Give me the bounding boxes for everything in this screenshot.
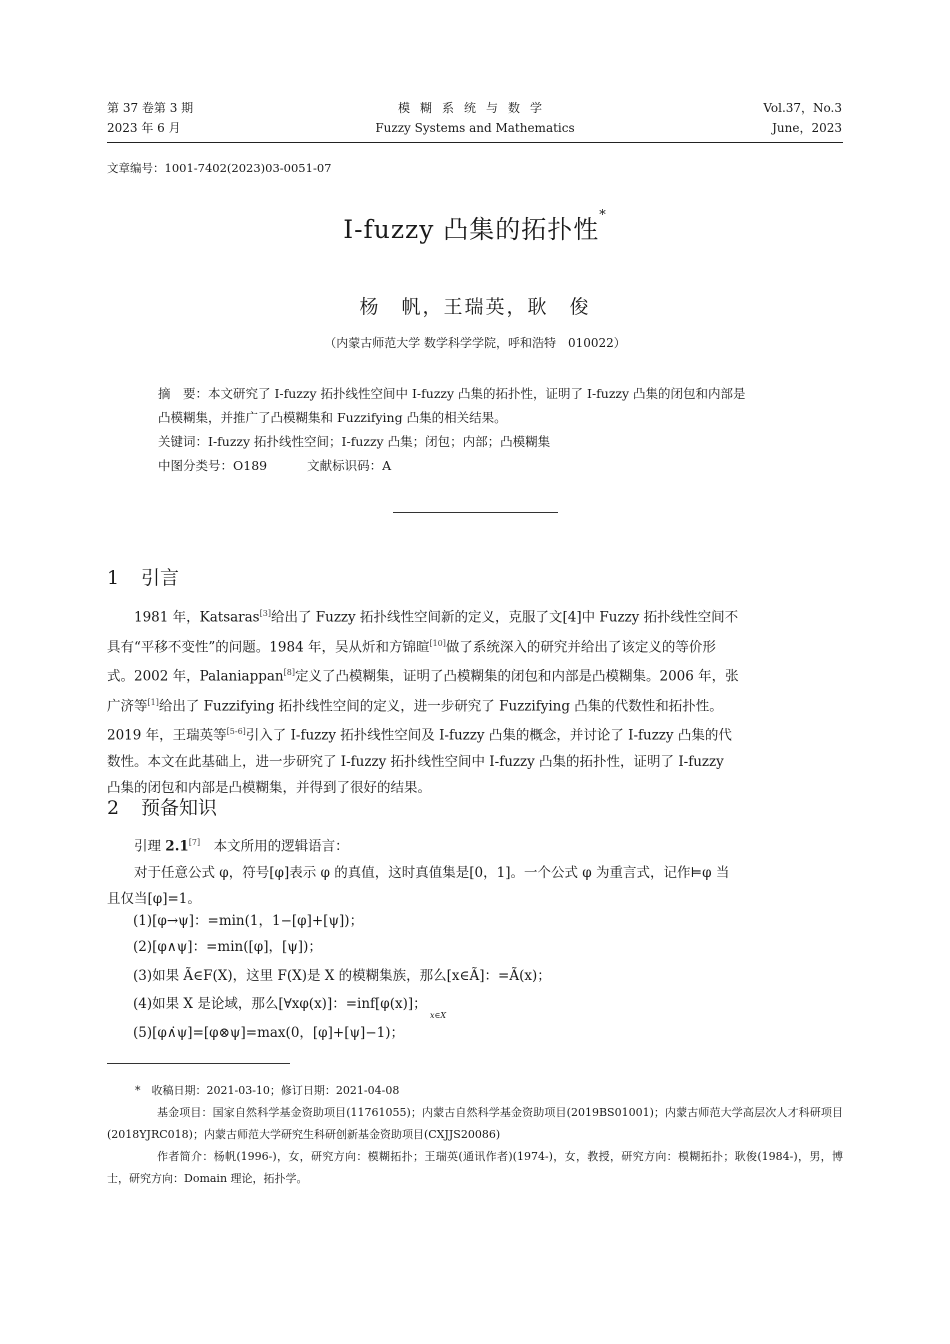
running-header-left	[107, 98, 193, 138]
keywords: 关键词：I-fuzzy 拓扑线性空间；I-fuzzy 凸集；闭包；内部；凸模糊集	[158, 434, 551, 449]
footnote-received: * 收稿日期：2021-03-10；修订日期：2021-04-08	[135, 1084, 400, 1097]
lemma-heading: 引理 2.1[7] 本文所用的逻辑语言：	[134, 838, 349, 855]
abstract-block	[158, 382, 798, 478]
logic-definition-2: (2)[φ∧ψ]：=min([φ]，[ψ])；	[133, 939, 322, 955]
section-number: 2	[107, 797, 120, 819]
volume-issue: 第 37 卷第 3 期	[107, 101, 194, 115]
paragraph-line: 2019 年，王瑞英等[5-6]引入了 I-fuzzy 拓扑线性空间及 I-fuzzy 凸集的概念，并讨论了 I-fuzzy 凸集的代	[107, 727, 732, 744]
section-heading-introduction	[107, 563, 179, 590]
paragraph-line: 广济等[1]给出了 Fuzzifying 拓扑线性空间的定义，进一步研究了 Fuzzifying 凸集的代数性和拓扑性。	[107, 697, 723, 714]
volume-issue-en: Vol.37，No.3	[763, 101, 842, 115]
citation-ref[interactable]: [8]	[283, 668, 295, 677]
clc-number: 中图分类号：O189	[158, 458, 268, 473]
logic-definition-3: (3)如果 Ã∈F(X)，这里 F(X)是 X 的模糊集族，那么[x∈Ã]：=Ã(x)；	[133, 968, 551, 984]
abstract-divider	[393, 512, 558, 513]
abstract-line: 凸模糊集，并推广了凸模糊集和 Fuzzifying 凸集的相关结果。	[158, 410, 507, 425]
running-header-center	[300, 98, 650, 138]
title-text: I-fuzzy 凸集的拓扑性	[343, 215, 600, 244]
title-footnote-mark[interactable]: *	[599, 208, 607, 223]
abstract-line: 摘 要：本文研究了 I-fuzzy 拓扑线性空间中 I-fuzzy 凸集的拓扑性，证明了 I-fuzzy 凸集的闭包和内部是	[158, 386, 746, 401]
citation-ref[interactable]: [10]	[429, 638, 446, 648]
logic-definition-5: (5)[φ∧̇ψ]=[φ⊗ψ]=max(0，[φ]+[ψ]−1)；	[133, 1025, 404, 1041]
footnotes	[107, 1080, 843, 1190]
paragraph-line: 对于任意公式 φ，符号[φ]表示 φ 的真值，这时真值集是[0，1]。一个公式 φ 为重言式，记作⊨φ 当	[134, 864, 730, 881]
citation-ref[interactable]: [1]	[147, 697, 159, 707]
lemma-block	[107, 830, 843, 912]
section-number: 1	[107, 567, 120, 589]
paragraph-line: 数性。本文在此基础上，进一步研究了 I-fuzzy 拓扑线性空间中 I-fuzzy 凸集的拓扑性，证明了 I-fuzzy	[107, 753, 724, 770]
footnote-author-bio: 作者简介：杨帆(1996-)，女，研究方向：模糊拓扑；王瑞英(通讯作者)(1974-)，女，教授，研究方向：模糊拓扑；耿俊(1984-)，男，博士，研究方向：Domain 理论，拓扑学。	[107, 1150, 843, 1185]
paragraph-line: 式。2002 年，Palaniappan[8]定义了凸模糊集，证明了凸模糊集的闭包和内部是凸模糊集。2006 年，张	[107, 668, 739, 685]
citation-ref[interactable]: [5-6]	[226, 727, 246, 736]
affiliation: （内蒙古师范大学 数学科学学院，呼和浩特 010022）	[324, 336, 626, 350]
citation-ref[interactable]: [3]	[259, 609, 271, 618]
publication-date-en: June，2023	[772, 121, 842, 135]
paragraph-line: 1981 年，Katsaras[3]给出了 Fuzzy 拓扑线性空间新的定义，克服了文[4]中 Fuzzy 拓扑线性空间不	[134, 609, 739, 626]
paragraph-line: 且仅当[φ]=1。	[107, 890, 201, 907]
journal-name-cn: 模糊系统与数学	[397, 101, 552, 115]
paragraph-line: 具有“平移不变性”的问题。1984 年，吴从炘和方锦暄[10]做了系统深入的研究并给出了该定义的等价形	[107, 638, 716, 655]
author-list: 杨 帆，王瑞英，耿 俊	[359, 296, 591, 318]
intro-paragraph	[107, 601, 843, 801]
article-number: 文章编号：1001-7402(2023)03-0051-07	[107, 161, 332, 175]
citation-ref[interactable]: [7]	[188, 838, 201, 847]
paper-title	[0, 210, 950, 246]
logic-definition-1: (1)[φ→ψ]：=min(1，1−[φ]+[ψ])；	[133, 913, 364, 929]
running-header-right	[763, 98, 842, 138]
footnote-fund: 基金项目：国家自然科学基金资助项目(11761055)；内蒙古自然科学基金资助项目(2019BS01001)；内蒙古师范大学高层次人才科研项目(2018YJRC018)；内蒙古师范大学研究生科研创新基金资助项目(CXJJS20086)	[107, 1106, 843, 1141]
logic-definition-4: (4)如果 X 是论域，那么[∀xφ(x)]：=inf[φ(x)]；	[133, 996, 427, 1012]
section-heading-preliminaries	[107, 793, 217, 820]
document-code: 文献标识码：A	[307, 458, 392, 473]
inf-subscript: x∈X	[430, 1011, 447, 1020]
paragraph-line: 凸集的闭包和内部是凸模糊集，并得到了很好的结果。	[107, 779, 431, 796]
header-rule	[107, 142, 843, 143]
publication-date: 2023 年 6 月	[107, 121, 181, 135]
section-title: 预备知识	[141, 797, 218, 819]
journal-name-en: Fuzzy Systems and Mathematics	[375, 121, 575, 135]
section-title: 引言	[141, 567, 180, 589]
classification-row	[158, 454, 798, 478]
footnote-rule	[107, 1063, 290, 1064]
